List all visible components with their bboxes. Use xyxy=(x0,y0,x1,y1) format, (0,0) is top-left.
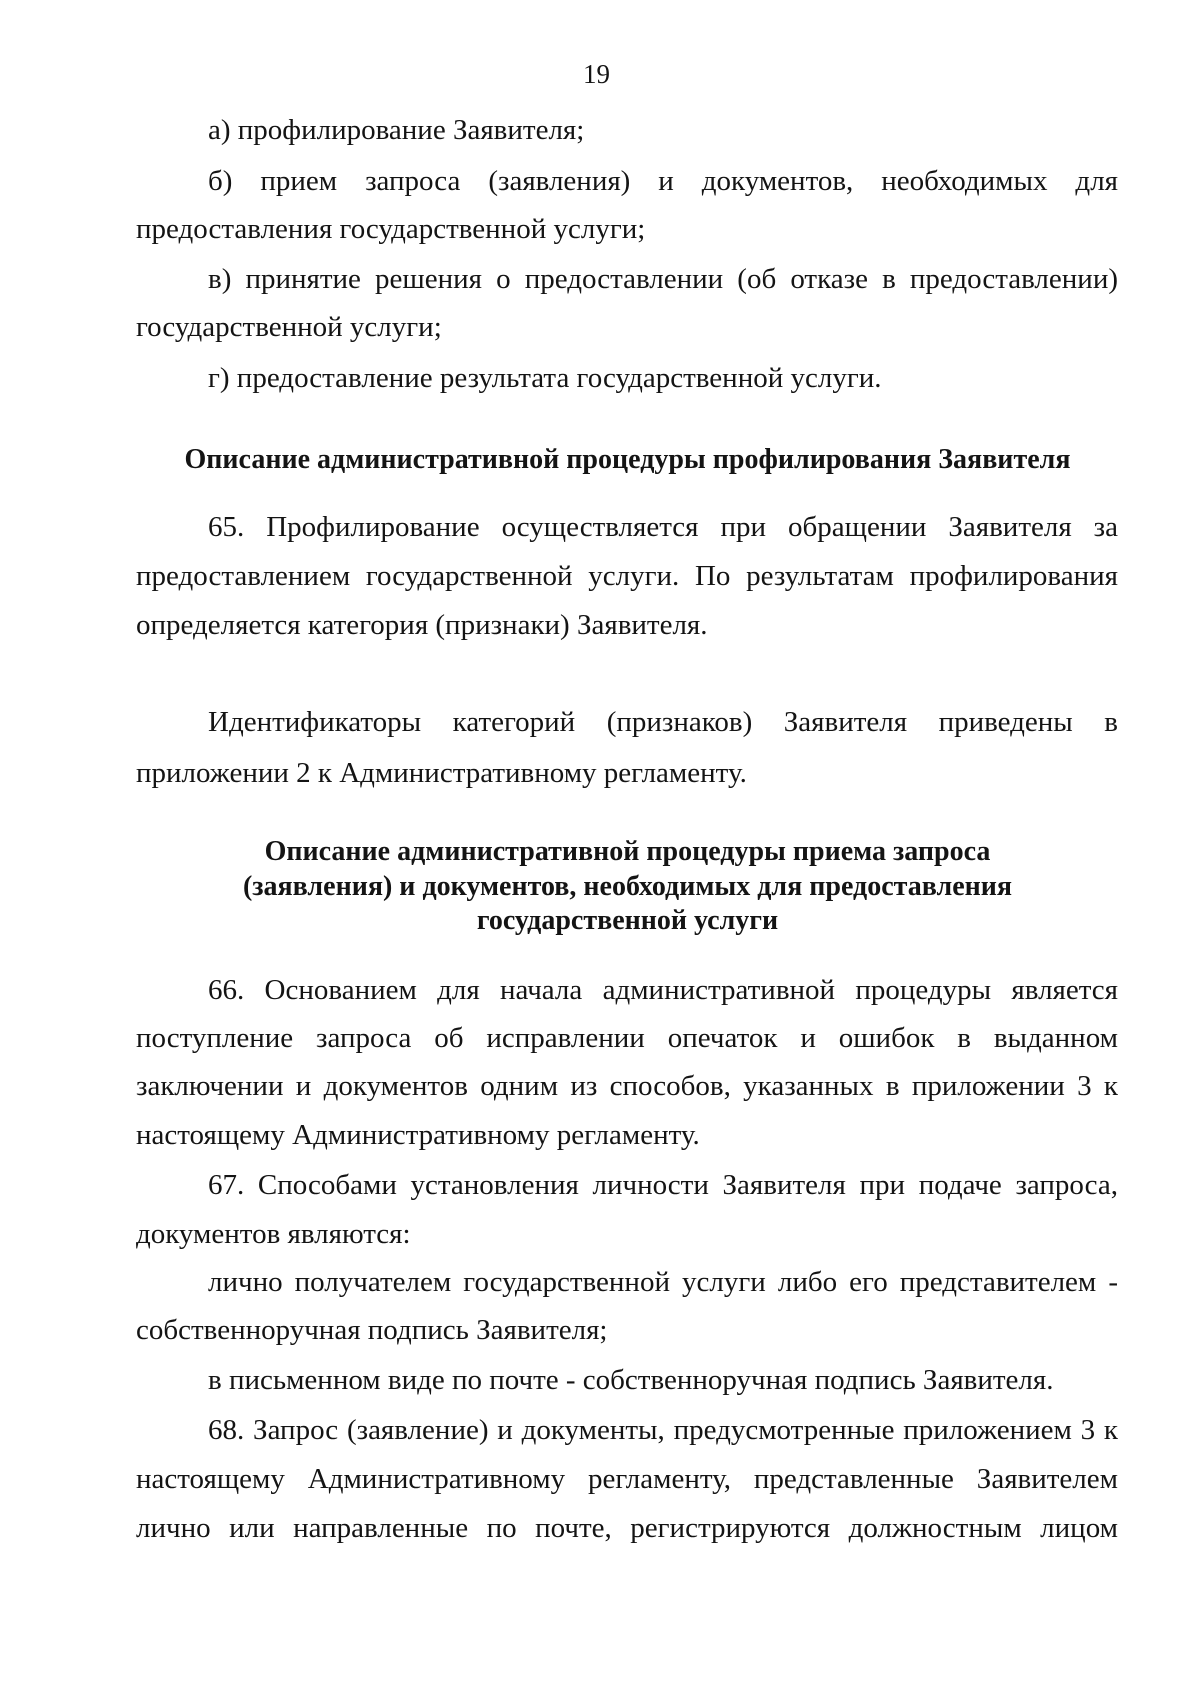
paragraph-67-line5: в письменном виде по почте - собственноручная подпись Заявителя. xyxy=(208,1364,1054,1396)
list-item-a: а) профилирование Заявителя; xyxy=(208,114,585,146)
list-item-g: г) предоставление результата государственной услуги. xyxy=(208,362,882,394)
section-heading-intake-line1: Описание административной процедуры приема запроса xyxy=(264,836,991,867)
paragraph-67-line1: 67. Способами установления личности Заявителя при подаче запроса, xyxy=(208,1169,1118,1201)
list-item-v-line2: государственной услуги; xyxy=(136,311,442,343)
page-number: 19 xyxy=(583,59,610,89)
paragraph-65-line1: 65. Профилирование осуществляется при обращении Заявителя за xyxy=(208,511,1118,543)
section-heading-intake-line2: (заявления) и документов, необходимых для предоставления xyxy=(242,871,1013,902)
section-heading-profiling: Описание административной процедуры профилирования Заявителя xyxy=(184,444,1071,475)
list-item-v-line1: в) принятие решения о предоставлении (об отказе в предоставлении) xyxy=(208,263,1118,295)
paragraph-68-line1: 68. Запрос (заявление) и документы, предусмотренные приложением 3 к xyxy=(208,1414,1118,1446)
paragraph-68-line2: настоящему Административному регламенту, представленные Заявителем xyxy=(136,1463,1118,1495)
paragraph-66-line4: настоящему Административному регламенту. xyxy=(136,1119,700,1151)
paragraph-67-line2: документов являются: xyxy=(136,1218,411,1250)
paragraph-67-line3: лично получателем государственной услуги либо его представителем - xyxy=(208,1266,1118,1298)
list-item-b-line1: б) прием запроса (заявления) и документов, необходимых для xyxy=(208,165,1118,197)
list-item-b-line2: предоставления государственной услуги; xyxy=(136,213,646,245)
paragraph-68-line3: лично или направленные по почте, регистрируются должностным лицом xyxy=(136,1512,1118,1544)
paragraph-65-line3: определяется категория (признаки) Заявителя. xyxy=(136,609,708,641)
paragraph-65-line2: предоставлением государственной услуги. По результатам профилирования xyxy=(136,560,1118,592)
paragraph-identifiers-line2: приложении 2 к Административному регламенту. xyxy=(136,757,747,789)
paragraph-identifiers-line1: Идентификаторы категорий (признаков) Заявителя приведены в xyxy=(208,706,1118,738)
section-heading-intake-line3: государственной услуги xyxy=(476,905,779,936)
paragraph-67-line4: собственноручная подпись Заявителя; xyxy=(136,1314,608,1346)
paragraph-66-line2: поступление запроса об исправлении опечаток и ошибок в выданном xyxy=(136,1022,1118,1054)
paragraph-66-line3: заключении и документов одним из способов, указанных в приложении 3 к xyxy=(136,1070,1118,1102)
paragraph-66-line1: 66. Основанием для начала административной процедуры является xyxy=(208,974,1118,1006)
